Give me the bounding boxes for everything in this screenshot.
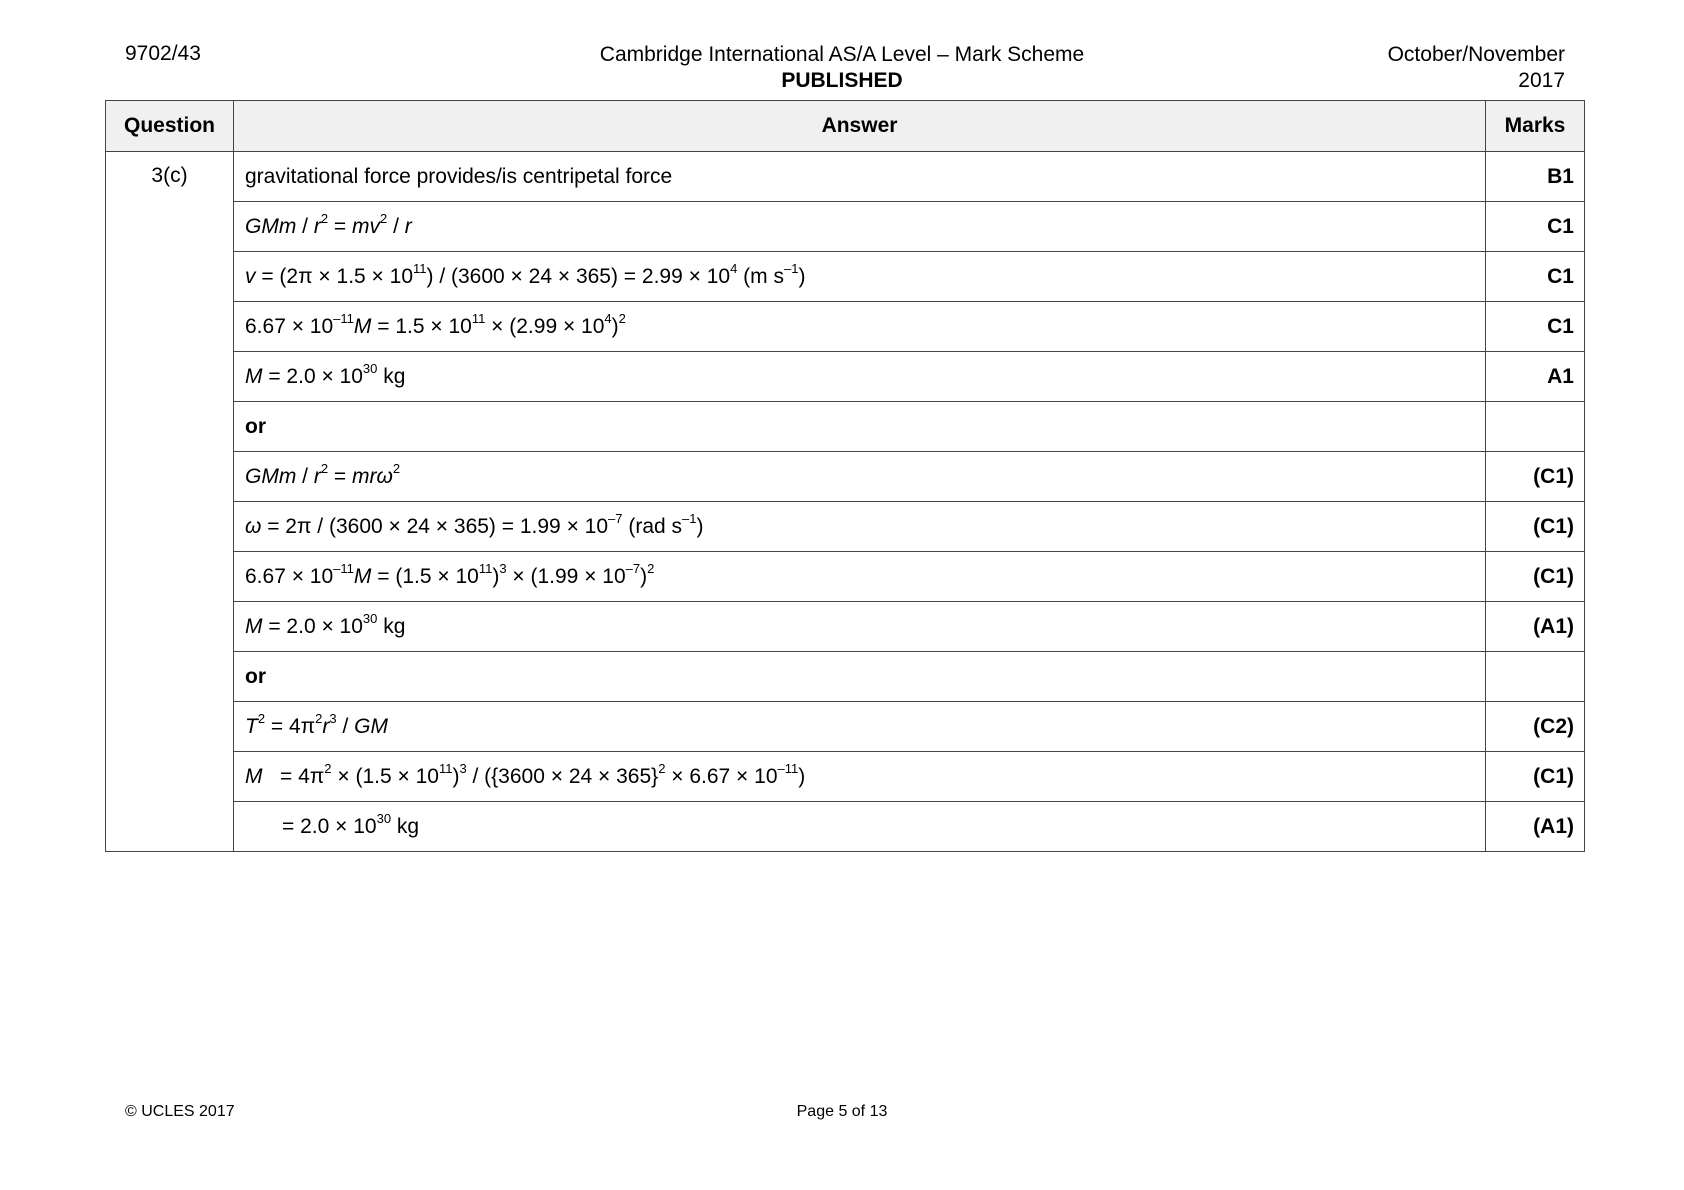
answer-alternative-label: or	[234, 402, 1486, 452]
paper-code: 9702/43	[125, 42, 201, 65]
mark-code: (C1)	[1486, 502, 1585, 552]
answer-text: $T^2 = 4\pi^2r^3$ / GM	[234, 702, 1486, 752]
table-header-row	[106, 101, 1585, 152]
exam-session	[1388, 42, 1565, 94]
mark-code: C1	[1486, 202, 1585, 252]
mark-code: (C1)	[1486, 752, 1585, 802]
table-row	[106, 402, 1585, 452]
table-row	[106, 302, 1585, 352]
question-number: 3(c)	[106, 152, 234, 852]
column-header-marks: Marks	[1486, 101, 1585, 152]
table-row	[106, 252, 1585, 302]
table-row	[106, 352, 1585, 402]
answer-text: $v = (2\pi \times 1.5 \times 10^{11}) / (3600 \times 24 \times 365) = 2.99 \times 10^4$ (m $s^{-1}$)	[234, 252, 1486, 302]
answer-text: $6.67 \times 10^{-11}M = 1.5 \times 10^{11} \times (2.99 \times 10^4)^2$	[234, 302, 1486, 352]
answer-alternative-label: or	[234, 652, 1486, 702]
session-year: 2017	[1518, 69, 1565, 92]
document-title: Cambridge International AS/A Level – Mark Scheme	[599, 43, 1085, 66]
table-row	[106, 452, 1585, 502]
table-row	[106, 152, 1585, 202]
answer-text: = $2.0 \times 10^{30}$ kg	[234, 802, 1486, 852]
copyright-notice: © UCLES 2017	[125, 1103, 235, 1120]
mark-code	[1486, 402, 1585, 452]
mark-code	[1486, 652, 1585, 702]
document-header	[492, 42, 1192, 94]
mark-code: (A1)	[1486, 602, 1585, 652]
mark-code: A1	[1486, 352, 1585, 402]
table-row	[106, 202, 1585, 252]
table-row	[106, 802, 1585, 852]
table-row	[106, 752, 1585, 802]
column-header-answer: Answer	[234, 101, 1486, 152]
answer-text: $\omega = 2\pi / (3600 \times 24 \times 365) = 1.99 \times 10^{-7}$ (rad $s^{-1}$)	[234, 502, 1486, 552]
page-number: Page 5 of 13	[796, 1103, 888, 1120]
published-label: PUBLISHED	[781, 69, 903, 92]
answer-text: GMm / $r^2 = mv^2 / r$	[234, 202, 1486, 252]
mark-code: (C2)	[1486, 702, 1585, 752]
mark-code: (A1)	[1486, 802, 1585, 852]
table-row	[106, 552, 1585, 602]
mark-code: (C1)	[1486, 552, 1585, 602]
mark-code: C1	[1486, 252, 1585, 302]
table-row	[106, 702, 1585, 752]
session-label: October/November	[1387, 43, 1565, 66]
mark-scheme-table	[105, 100, 1585, 852]
answer-text: gravitational force provides/is centripetal force	[234, 152, 1486, 202]
column-header-question: Question	[106, 101, 234, 152]
answer-text: $M = 4\pi^2 \times (1.5 \times 10^{11})^3 / (\{3600 \times 24 \times 365\}^2 \times 6.67 \times 10^{-11})$	[234, 752, 1486, 802]
answer-text: $6.67 \times 10^{-11}M = (1.5 \times 10^{11})^3 \times (1.99 \times 10^{-7})^2$	[234, 552, 1486, 602]
table-row	[106, 602, 1585, 652]
answer-text: GMm / $r^2 = mr\omega^2$	[234, 452, 1486, 502]
mark-code: (C1)	[1486, 452, 1585, 502]
table-row	[106, 652, 1585, 702]
answer-text: $M = 2.0 \times 10^{30}$ kg	[234, 352, 1486, 402]
mark-code: B1	[1486, 152, 1585, 202]
mark-code: C1	[1486, 302, 1585, 352]
table-row	[106, 502, 1585, 552]
answer-text: $M = 2.0 \times 10^{30}$ kg	[234, 602, 1486, 652]
